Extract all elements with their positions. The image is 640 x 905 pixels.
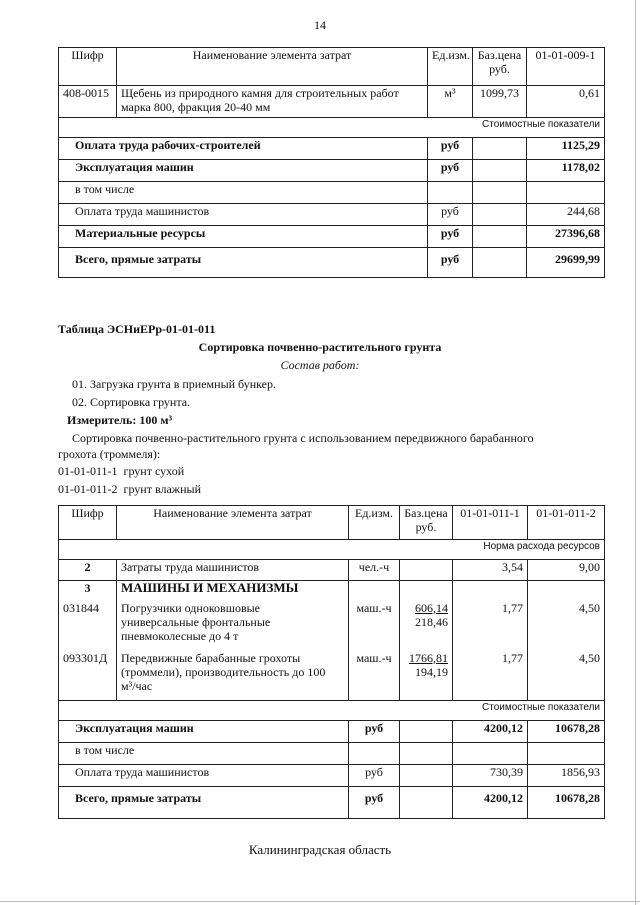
cost-unit: руб [428,248,473,278]
table-row [59,86,605,118]
norm-label: Норма расхода ресурсов [59,540,605,560]
row-price: 1766,81 194,19 [400,651,453,701]
row-name: Погрузчики одноковшовые универсальные фронтальные пневмоколесные до 4 т [117,601,349,651]
page-number: 14 [314,18,326,32]
cost-name: Эксплуатация машин [59,160,428,182]
cost-table-1 [58,47,605,278]
row-name: Передвижные барабанные грохоты (троммели), производительность до 100 м³/час [117,651,349,701]
cost-name: в том числе [59,743,349,765]
description-line: Сортировка почвенно-растительного грунта с использованием передвижного барабанного [72,431,534,445]
table-row [59,160,605,182]
cost-name: Эксплуатация машин [59,721,349,743]
variant-label: грунт влажный [123,482,201,496]
table-row [59,601,605,651]
row-code: 031844 [59,601,117,651]
cost-col2: 10678,28 [528,787,605,819]
header-col2: 01-01-011-2 [528,506,605,540]
row-unit: маш.-ч [349,651,400,701]
table-title: Таблица ЭСНиЕРр-01-01-011 [58,322,216,336]
section-title: Сортировка почвенно-растительного грунта [198,340,442,354]
composition-label: Состав работ: [280,358,360,372]
cost-col1 [527,182,605,204]
table-row [59,651,605,701]
page-edge [635,0,636,905]
cost-col1: 4200,12 [453,721,528,743]
row-name: Щебень из природного камня для строительных работ марка 800, фракция 20-40 мм [117,86,428,118]
section-label: Стоимостные показатели [59,118,605,138]
table-header-row [59,506,605,540]
group-name: МАШИНЫ И МЕХАНИЗМЫ [117,581,349,601]
variant-item [58,482,201,496]
row-price: 1099,73 [473,86,527,118]
row-code: 408-0015 [59,86,117,118]
cost-name: Оплата труда рабочих-строителей [59,138,428,160]
cost-col1: 244,68 [527,204,605,226]
table-row [59,204,605,226]
cost-name: в том числе [59,182,428,204]
table-header-row [59,48,605,86]
cost-unit: руб [428,138,473,160]
cost-name: Всего, прямые затраты [59,248,428,278]
table-row [59,581,605,601]
cost-table-2 [58,505,605,819]
header-name: Наименование элемента затрат [117,48,428,86]
section-row [59,118,605,138]
variant-label: грунт сухой [123,464,185,478]
section-row [59,701,605,721]
table-row [59,182,605,204]
cost-unit [428,182,473,204]
header-code: Шифр [59,506,117,540]
row-col1: 3,54 [453,560,528,581]
cost-unit: руб [349,721,400,743]
cost-col2: 10678,28 [528,721,605,743]
table-row [59,248,605,278]
table-row [59,743,605,765]
row-name: Затраты труда машинистов [117,560,349,581]
header-unit: Ед.изм. [428,48,473,86]
cost-col1: 27396,68 [527,226,605,248]
row-code: 2 [59,560,117,581]
variant-code: 01-01-011-2 [58,482,118,496]
table-row [59,787,605,819]
variant-item [58,464,184,478]
work-step: 02. Сортировка грунта. [72,395,191,409]
cost-unit [349,743,400,765]
row-col2: 9,00 [528,560,605,581]
cost-unit: руб [349,765,400,787]
cost-unit: руб [428,160,473,182]
cost-col1: 4200,12 [453,787,528,819]
measure-unit: Измеритель: 100 м³ [67,413,173,427]
cost-col2 [528,743,605,765]
cost-col1 [453,743,528,765]
table-row [59,138,605,160]
row-col2: 4,50 [528,601,605,651]
cost-unit: руб [349,787,400,819]
table-row [59,226,605,248]
cost-col1: 730,39 [453,765,528,787]
page-edge [0,901,640,902]
header-col1: 01-01-011-1 [453,506,528,540]
header-price: Баз.цена руб. [473,48,527,86]
section-row [59,540,605,560]
header-code: Шифр [59,48,117,86]
cost-col1: 1125,29 [527,138,605,160]
row-col1: 1,77 [453,601,528,651]
row-col1: 1,77 [453,651,528,701]
cost-col1: 1178,02 [527,160,605,182]
row-col2: 4,50 [528,651,605,701]
row-unit: м³ [428,86,473,118]
cost-name: Оплата труда машинистов [59,765,349,787]
header-name: Наименование элемента затрат [117,506,349,540]
footer-region: Калининградская область [248,842,392,857]
row-unit: чел.-ч [349,560,400,581]
row-unit: маш.-ч [349,601,400,651]
header-unit: Ед.изм. [349,506,400,540]
cost-col1: 29699,99 [527,248,605,278]
cost-unit: руб [428,226,473,248]
section-label: Стоимостные показатели [59,701,605,721]
row-code: 093301Д [59,651,117,701]
cost-col2: 1856,93 [528,765,605,787]
cost-name: Всего, прямые затраты [59,787,349,819]
table-row [59,721,605,743]
table-row [59,560,605,581]
description-line: грохота (троммеля): [58,447,161,461]
work-step: 01. Загрузка грунта в приемный бункер. [72,377,276,391]
group-code: 3 [59,581,117,601]
cost-name: Материальные ресурсы [59,226,428,248]
header-price: Баз.цена руб. [400,506,453,540]
table-row [59,765,605,787]
header-col1: 01-01-009-1 [527,48,605,86]
variant-code: 01-01-011-1 [58,464,118,478]
cost-name: Оплата труда машинистов [59,204,428,226]
row-price: 606,14 218,46 [400,601,453,651]
cost-unit: руб [428,204,473,226]
row-col1: 0,61 [527,86,605,118]
